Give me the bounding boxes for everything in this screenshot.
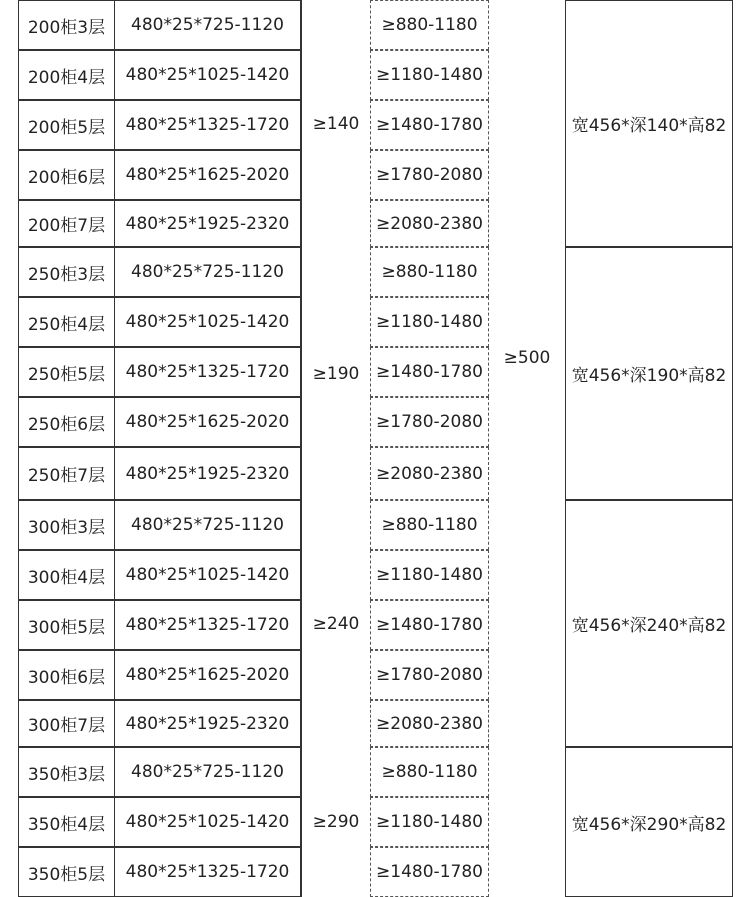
height-cell: ≥1480-1780 bbox=[370, 347, 489, 397]
box-size-cell: 宽456*深290*高82 bbox=[565, 747, 733, 897]
height-cell: ≥1180-1480 bbox=[370, 797, 489, 847]
model-cell: 300柜6层 bbox=[18, 650, 115, 700]
height-cell: ≥1480-1780 bbox=[370, 847, 489, 897]
size-cell: 480*25*1625-2020 bbox=[114, 150, 301, 200]
size-cell: 480*25*1325-1720 bbox=[114, 600, 301, 650]
size-cell: 480*25*725-1120 bbox=[114, 500, 301, 550]
height-cell: ≥1780-2080 bbox=[370, 397, 489, 447]
height-cell: ≥1480-1780 bbox=[370, 600, 489, 650]
size-cell: 480*25*725-1120 bbox=[114, 247, 301, 297]
height-cell: ≥1180-1480 bbox=[370, 550, 489, 600]
height-cell: ≥880-1180 bbox=[370, 747, 489, 797]
height-cell: ≥1780-2080 bbox=[370, 150, 489, 200]
depth-cell: ≥140 bbox=[301, 0, 370, 247]
size-cell: 480*25*1025-1420 bbox=[114, 797, 301, 847]
model-cell: 300柜7层 bbox=[18, 700, 115, 747]
model-cell: 300柜4层 bbox=[18, 550, 115, 600]
model-cell: 200柜5层 bbox=[18, 100, 115, 150]
model-cell: 250柜5层 bbox=[18, 347, 115, 397]
height-cell: ≥880-1180 bbox=[370, 247, 489, 297]
model-cell: 250柜6层 bbox=[18, 397, 115, 447]
size-cell: 480*25*1625-2020 bbox=[114, 650, 301, 700]
height-cell: ≥1780-2080 bbox=[370, 650, 489, 700]
box-size-cell: 宽456*深190*高82 bbox=[565, 247, 733, 500]
model-cell: 250柜3层 bbox=[18, 247, 115, 297]
size-cell: 480*25*1925-2320 bbox=[114, 700, 301, 747]
height-cell: ≥2080-2380 bbox=[370, 200, 489, 247]
size-cell: 480*25*1925-2320 bbox=[114, 200, 301, 247]
width-requirement-cell: ≥500 bbox=[503, 347, 551, 368]
model-cell: 350柜5层 bbox=[18, 847, 115, 897]
height-cell: ≥2080-2380 bbox=[370, 447, 489, 500]
size-cell: 480*25*1325-1720 bbox=[114, 100, 301, 150]
model-cell: 350柜3层 bbox=[18, 747, 115, 797]
height-cell: ≥2080-2380 bbox=[370, 700, 489, 747]
depth-cell: ≥290 bbox=[301, 747, 370, 897]
height-cell: ≥880-1180 bbox=[370, 0, 489, 50]
size-cell: 480*25*1325-1720 bbox=[114, 847, 301, 897]
size-cell: 480*25*1025-1420 bbox=[114, 50, 301, 100]
height-cell: ≥1180-1480 bbox=[370, 297, 489, 347]
size-cell: 480*25*1625-2020 bbox=[114, 397, 301, 447]
size-cell: 480*25*725-1120 bbox=[114, 747, 301, 797]
height-cell: ≥880-1180 bbox=[370, 500, 489, 550]
height-cell: ≥1180-1480 bbox=[370, 50, 489, 100]
model-cell: 250柜7层 bbox=[18, 447, 115, 500]
model-cell: 300柜5层 bbox=[18, 600, 115, 650]
size-cell: 480*25*1025-1420 bbox=[114, 297, 301, 347]
model-cell: 350柜4层 bbox=[18, 797, 115, 847]
model-cell: 200柜6层 bbox=[18, 150, 115, 200]
size-cell: 480*25*1925-2320 bbox=[114, 447, 301, 500]
size-cell: 480*25*1325-1720 bbox=[114, 347, 301, 397]
model-cell: 200柜4层 bbox=[18, 50, 115, 100]
model-cell: 300柜3层 bbox=[18, 500, 115, 550]
model-cell: 200柜3层 bbox=[18, 0, 115, 50]
size-cell: 480*25*725-1120 bbox=[114, 0, 301, 50]
model-cell: 250柜4层 bbox=[18, 297, 115, 347]
box-size-cell: 宽456*深140*高82 bbox=[565, 0, 733, 247]
size-cell: 480*25*1025-1420 bbox=[114, 550, 301, 600]
box-size-cell: 宽456*深240*高82 bbox=[565, 500, 733, 747]
height-cell: ≥1480-1780 bbox=[370, 100, 489, 150]
depth-cell: ≥240 bbox=[301, 500, 370, 747]
depth-cell: ≥190 bbox=[301, 247, 370, 500]
model-cell: 200柜7层 bbox=[18, 200, 115, 247]
